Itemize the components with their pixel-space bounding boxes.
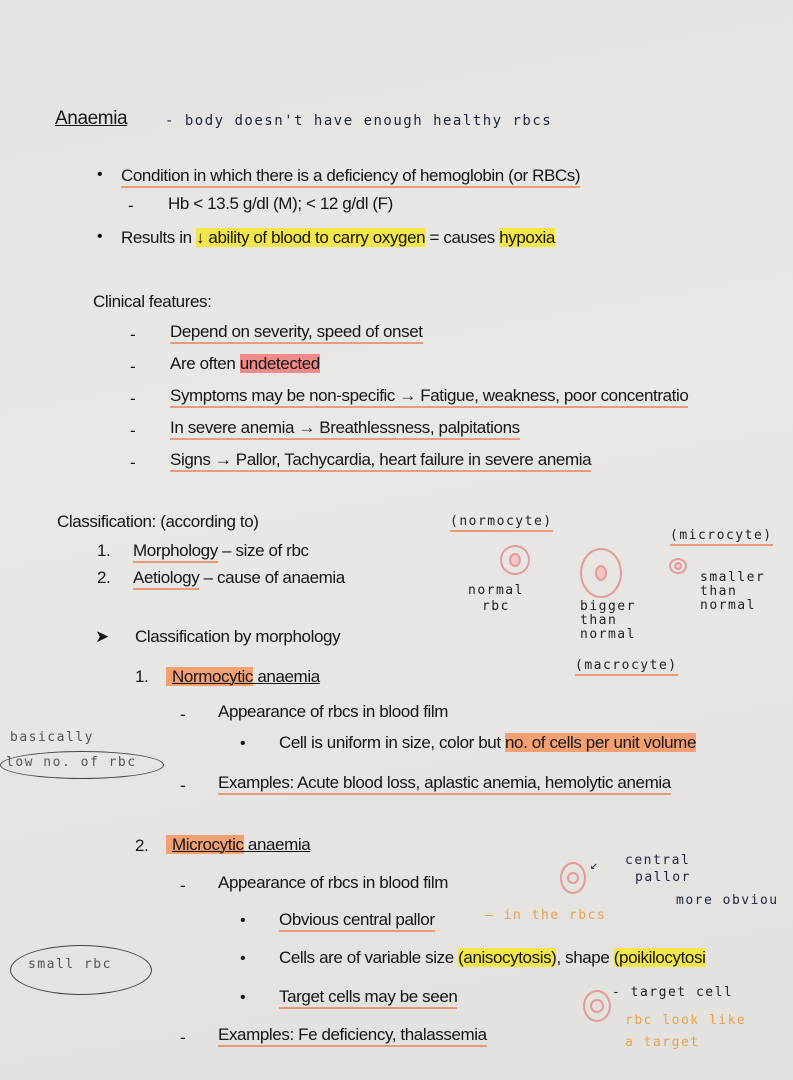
microcytic-examples: Examples: Fe deficiency, thalassemia [218,1025,487,1045]
target-cell-note: - target cell [612,985,734,1000]
normocytic-cell-note: Cell is uniform in size, color but no. of cells per unit volume [279,733,696,752]
pallor-note: Obvious central pallor [279,910,435,930]
normocytic-examples: Examples: Acute blood loss, aplastic anemia, hemolytic anemia [218,773,671,793]
target-cell-icon [583,990,611,1022]
classification-item: Aetiology – cause of anaemia [133,568,345,588]
smaller-note: smaller than normal [700,570,766,613]
target-look-note: rbc look like a target [625,1013,747,1050]
normocytic-heading: Normocytic anaemia [166,667,320,687]
microcytic-appearance: Appearance of rbcs in blood film [218,873,449,892]
item-number: 1. [97,541,111,560]
arrow-bullet-icon: ➤ [95,627,109,646]
dash: - [128,196,134,215]
item-number: 2. [97,568,111,587]
target-note: Target cells may be seen [279,987,457,1007]
bullet: • [97,228,103,245]
by-morphology: Classification by morphology [135,627,341,646]
microcyte-cell-icon [669,558,687,574]
page-title: Anaemia [55,108,128,129]
item-number: 2. [135,836,149,855]
margin-note: small rbc [28,957,112,972]
microcytic-heading: Microcytic anaemia [166,835,310,855]
bigger-note: bigger than normal [580,599,636,642]
handwritten-note: — in the rbcs [485,908,607,923]
pallor-cell-icon [560,862,586,894]
margin-note: basically [10,730,94,745]
list-item: Are often undetected [170,354,320,373]
item-number: 1. [135,667,149,686]
results-line: Results in ↓ ability of blood to carry oxygen = causes hypoxia [121,228,555,247]
list-item: In severe anemia → Breathlessness, palpitations [170,418,520,438]
normal-rbc-note: normal rbc [468,583,524,614]
hb-values: Hb < 13.5 g/dl (M); < 12 g/dl (F) [168,194,393,213]
normocytic-appearance: Appearance of rbcs in blood film [218,702,449,721]
variable-size-note: Cells are of variable size (anisocytosis), shape (poikilocytosi [279,948,706,967]
clinical-heading: Clinical features: [93,292,212,311]
macrocyte-label: (macrocyte) [575,658,678,673]
list-item: Symptoms may be non-specific → Fatigue, weakness, poor concentratio [170,386,688,406]
arrow-icon: ↙ [590,858,600,873]
more-obvious-note: more obviou [676,893,779,908]
central-pallor-note: central pallor [625,853,691,885]
normal-cell-icon [500,545,530,575]
macrocyte-cell-icon [580,548,622,598]
margin-note: low no. of rbc [6,755,137,770]
title-note: - body doesn't have enough healthy rbcs [165,113,553,129]
list-item: Signs → Pallor, Tachycardia, heart failure in severe anemia [170,450,591,470]
normocyte-label: (normocyte) [450,514,553,529]
classification-heading: Classification: (according to) [57,512,259,531]
classification-item: Morphology – size of rbc [133,541,309,561]
definition: Condition in which there is a deficiency of hemoglobin (or RBCs) [121,166,580,186]
bullet: • [97,166,103,183]
microcyte-label: (microcyte) [670,528,773,543]
list-item: Depend on severity, speed of onset [170,322,423,342]
